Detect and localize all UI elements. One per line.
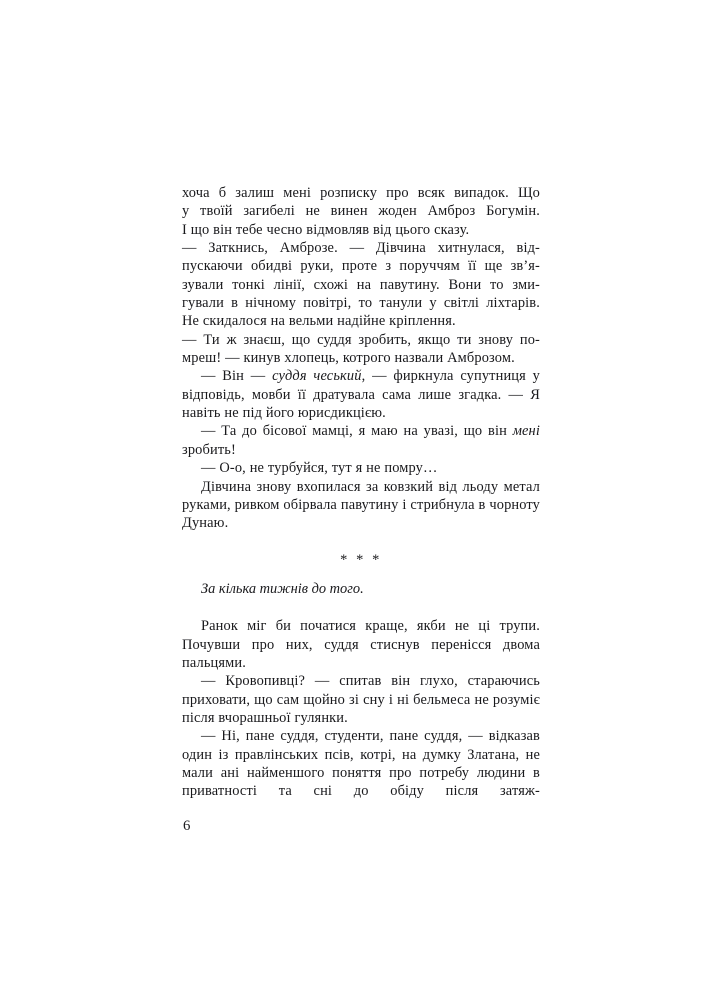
time-shift-line: За кілька тижнів до того. — [201, 580, 364, 597]
text-line: І що він тебе чесно відмовляв від цього сказу. — [182, 221, 470, 238]
spacer — [182, 598, 540, 617]
dialogue-paragraph — [182, 239, 540, 257]
text-line: пускаючи обидві руки, проте з поруччям її ще зв’я- — [182, 258, 540, 275]
text-run: , — фиркнула супутниця у відповідь, мовби її дратувала сама лише згадка. — Я навіть не під його юрисдикцією. — [182, 368, 541, 422]
text-line: — Ти ж знаєш, що суддя зробить, якщо ти знову по- — [182, 331, 540, 348]
emphasis-text: суддя чеський — [272, 368, 362, 385]
spacer — [182, 533, 540, 551]
dialogue-paragraph-with-emphasis — [182, 367, 540, 422]
dialogue-paragraph — [182, 312, 540, 330]
dialogue-paragraph: — О-о, не турбуйся, тут я не помру… — [201, 460, 438, 477]
emphasis-text: мені — [512, 423, 540, 440]
dialogue-paragraph — [182, 331, 540, 349]
narration-paragraph: Ранок міг би початися краще, якби не ці трупи. Почувши про них, суддя стиснув перенісся двома пальцями. — [182, 618, 540, 671]
page-number: 6 — [183, 818, 191, 834]
text-line: гували в нічному повітрі, то танули у світлі ліхтарів. — [182, 295, 540, 312]
dialogue-paragraph — [182, 294, 540, 312]
text-line: мреш! — кинув хлопець, котрого назвали Амброзом. — [182, 350, 515, 367]
text-run: зробить! — [182, 441, 236, 458]
dialogue-paragraph: — Ні, пане суддя, студенти, пане суддя, — відказав один із правлінських псів, котрі, на думку Златана, не мали ані найменшого поняття про потребу людини в приватності та сні до обіду після затяж- — [182, 728, 540, 800]
text-line: Не скидалося на вельми надійне кріплення. — [182, 313, 456, 330]
body-text-column — [182, 184, 540, 801]
dialogue-paragraph: — Кровопивці? — спитав він глухо, стараючись приховати, що сам щойно зі сну і ні бельмеса не розуміє після вчорашньої гулянки. — [182, 673, 540, 726]
text-run: — Та до бісової мамці, я маю на увазі, що він — [201, 423, 513, 440]
text-line: хоча б залиш мені розписку про всяк випадок. Що — [182, 185, 540, 201]
text-line: у твоїй загибелі не винен жоден Амброз Богумін. — [182, 203, 540, 220]
dialogue-paragraph — [182, 276, 540, 294]
text-run: — Він — — [201, 368, 273, 385]
spacer — [182, 569, 540, 580]
text-line: зували тонкі лінії, схожі на павутину. Вони то зми- — [182, 276, 540, 293]
dialogue-paragraph-with-emphasis — [182, 422, 540, 459]
paragraph-continued — [182, 202, 540, 220]
dialogue-paragraph — [182, 349, 540, 367]
text-line: — Заткнись, Амброзе. — Дівчина хитнулася, від- — [182, 240, 540, 257]
dialogue-paragraph — [182, 257, 540, 275]
scene-break-separator: * * * — [340, 551, 382, 568]
narration-paragraph: Дівчина знову вхопилася за ковзкий від льоду метал руками, ривком обірвала павутину і стрибнула в чорноту Дунаю. — [182, 478, 540, 532]
paragraph-continued — [182, 184, 540, 202]
paragraph-continued — [182, 221, 540, 239]
